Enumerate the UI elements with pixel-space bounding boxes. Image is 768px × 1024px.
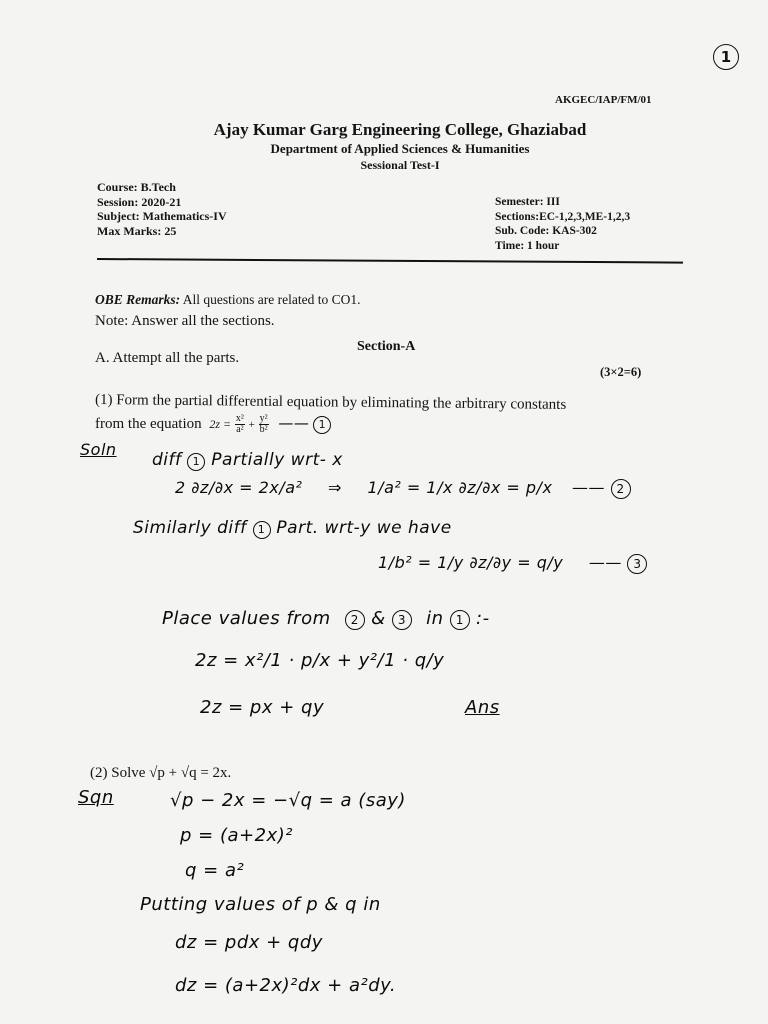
diff-text: diff	[152, 450, 182, 470]
page-number: 1	[713, 44, 739, 70]
question-1-line-1: (1) Form the partial differential equation by eliminating the arbitrary constants	[94, 392, 567, 413]
and-symbol: &	[371, 608, 386, 629]
header-divider	[97, 258, 683, 264]
fraction-y2-b2: $\frac{\text{y²}}{\text{b²}}$	[259, 413, 268, 436]
question-1-from-equation: from the equation	[95, 416, 202, 432]
solution-2-label: Sqn	[78, 787, 114, 808]
similarly-text: Similarly diff	[133, 518, 247, 538]
plus-sign: +	[248, 419, 255, 431]
solution-2-line-6: dz = (a+2x)²dx + a²dy.	[175, 975, 397, 996]
solution-1-line-3	[133, 518, 452, 539]
section-title: Section-A	[357, 339, 416, 354]
ref-circle-2b: 2	[345, 610, 365, 630]
solution-2-line-5: dz = pdx + qdy	[175, 932, 323, 953]
part-wrt-y-text: Part. wrt-y we have	[276, 518, 452, 538]
solution-1-line-2: 2 ∂z/∂x = 2x/a² ⇒ 1/a² = 1/x ∂z/∂x = p/x —— 2	[175, 478, 631, 499]
solution-1-line-5	[162, 608, 490, 630]
in-text: in	[426, 608, 444, 629]
solution-2-line-2: p = (a+2x)²	[180, 825, 293, 846]
attempt-instruction: A. Attempt all the parts.	[95, 350, 240, 366]
q-over-y-expression: 1/b² = 1/y ∂z/∂y = q/y	[378, 553, 564, 572]
info-session: Session: 2020-21	[97, 194, 182, 209]
info-sections: Sections:EC-1,2,3,ME-1,2,3	[495, 210, 631, 223]
solution-1-line-7: 2z = px + qy	[200, 697, 325, 718]
obe-label: OBE Remarks:	[95, 292, 181, 307]
solution-1-label: Soln	[80, 440, 117, 459]
p-over-x-expression: = 1/x ∂z/∂x = p/x	[406, 478, 553, 497]
dz-dx-expression: 2 ∂z/∂x = 2x/a²	[175, 478, 303, 497]
question-1-line-2: from the equation 2z = $\frac{\text{x²}}{\text{a²}}$ + $\frac{\text{y²}}{\text{b²}}$ —— 1	[95, 414, 331, 435]
info-semester: Semester: III	[495, 196, 560, 208]
place-values-text: Place values from	[162, 608, 331, 629]
ref-circle-1c: 1	[450, 610, 470, 630]
one-over-a2: 1/a²	[367, 478, 402, 497]
solution-2-line-1: √p − 2x = −√q = a (say)	[170, 790, 406, 811]
answer-label: Ans	[465, 697, 500, 718]
partially-text: Partially wrt- x	[211, 450, 343, 470]
ref-circle-2: 2	[611, 479, 631, 499]
ref-circle-1b: 1	[253, 521, 271, 539]
equation-lhs: 2z =	[209, 417, 232, 431]
college-name: Ajay Kumar Garg Engineering College, Ghaziabad	[213, 120, 587, 139]
ref-circle-1: 1	[187, 453, 205, 471]
info-time: Time: 1 hour	[495, 239, 560, 252]
colon-dash: :-	[476, 608, 490, 629]
solution-1-line-4: 1/b² = 1/y ∂z/∂y = q/y —— 3	[378, 553, 647, 574]
solution-1-line-1	[152, 450, 343, 471]
equation-ref-1: 1	[313, 416, 331, 434]
solution-2-line-4: Putting values of p & q in	[140, 894, 381, 915]
fraction-x2-a2: $\frac{\text{x²}}{\text{a²}}$	[235, 413, 244, 436]
implies-arrow: ⇒	[328, 478, 342, 497]
question-2: (2) Solve √p + √q = 2x.	[90, 765, 232, 781]
ref-circle-3: 3	[627, 554, 647, 574]
document-code: AKGEC/IAP/FM/01	[555, 94, 652, 106]
solution-1-line-6: 2z = x²/1 · p/x + y²/1 · q/y	[195, 650, 445, 671]
info-right	[495, 195, 630, 253]
info-subject: Subject: Mathematics-IV	[97, 209, 227, 223]
obe-remarks	[95, 292, 360, 308]
info-max-marks: Max Marks: 25	[97, 223, 177, 238]
ref-circle-3b: 3	[392, 610, 412, 630]
info-left	[97, 180, 227, 238]
solution-2-line-3: q = a²	[185, 860, 245, 881]
marks-label: (3×2=6)	[600, 365, 642, 379]
note-text: Note: Answer all the sections.	[95, 313, 275, 329]
test-name: Sessional Test-I	[360, 158, 440, 172]
obe-text: All questions are related to CO1.	[180, 292, 361, 307]
info-sub-code: Sub. Code: KAS-302	[495, 225, 597, 237]
info-course: Course: B.Tech	[97, 180, 176, 194]
department-name: Department of Applied Sciences & Humanities	[270, 141, 530, 156]
